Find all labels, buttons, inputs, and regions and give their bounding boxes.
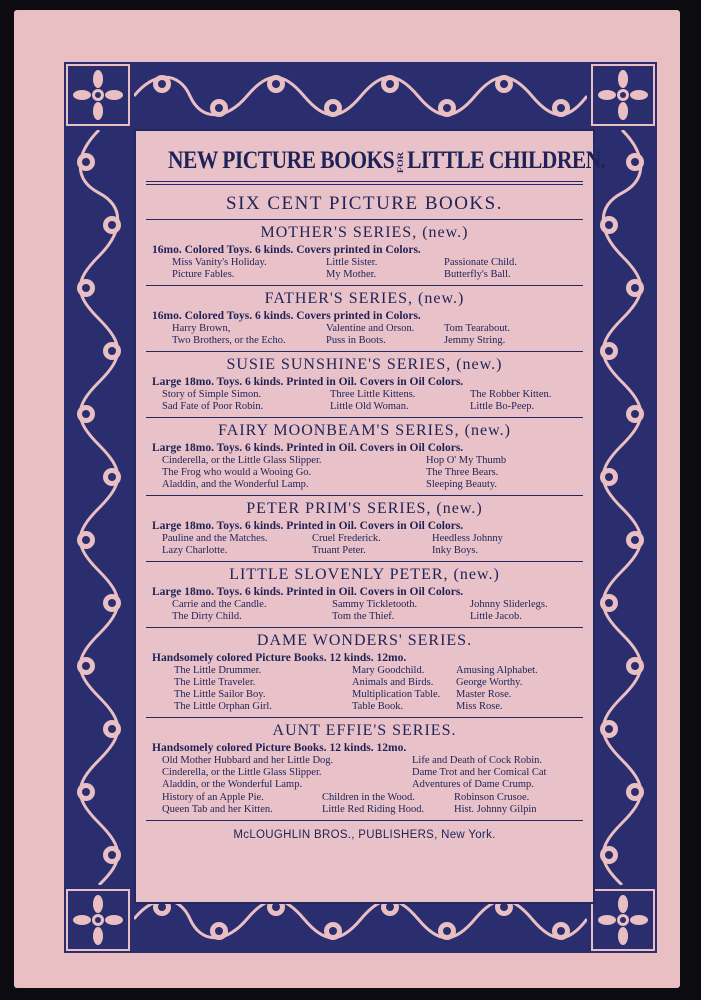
divider	[146, 627, 583, 628]
book-title: The Frog who would a Wooing Go.	[162, 467, 312, 478]
page-subtitle: SIX CENT PICTURE BOOKS.	[226, 193, 503, 214]
book-title: Lazy Charlotte.	[162, 545, 228, 556]
book-title: The Little Drummer.	[174, 665, 262, 676]
book-title: Valentine and Orson.	[326, 323, 415, 334]
series-description: Large 18mo. Toys. 6 kinds. Printed in Oil. Covers in Oil Colors.	[152, 376, 464, 388]
book-title: Inky Boys.	[432, 545, 479, 556]
book-title: Table Book.	[352, 701, 404, 712]
series-section	[146, 224, 583, 281]
book-title: Mary Goodchild.	[352, 665, 425, 676]
double-rule	[146, 181, 583, 185]
book-title: The Dirty Child.	[172, 611, 242, 622]
book-title: The Little Orphan Girl.	[174, 701, 272, 712]
book-title: Butterfly's Ball.	[444, 269, 511, 280]
book-title: Miss Rose.	[456, 701, 503, 712]
book-title: Hop O' My Thumb	[426, 455, 507, 466]
book-title: Aladdin, and the Wonderful Lamp.	[162, 479, 309, 490]
book-title: Amusing Alphabet.	[456, 665, 538, 676]
rosette-corner-icon	[64, 62, 132, 128]
title-list	[162, 455, 583, 491]
book-title: Tom Tearabout.	[444, 323, 510, 334]
divider	[146, 561, 583, 562]
title-for: FOR	[395, 151, 406, 173]
book-title: Story of Simple Simon.	[162, 389, 262, 400]
book-title: Dame Trot and her Comical Cat	[412, 767, 547, 778]
book-title: Hist. Johnny Gilpin	[454, 804, 537, 815]
book-title: Tom the Thief.	[332, 611, 395, 622]
book-title: Puss in Boots.	[326, 335, 386, 346]
book-title: Master Rose.	[456, 689, 512, 700]
floral-border-icon	[68, 130, 130, 885]
book-title: Little Bo-Peep.	[470, 401, 535, 412]
book-title: My Mother.	[326, 269, 377, 280]
book-title: Sleeping Beauty.	[426, 479, 498, 490]
book-title: The Robber Kitten.	[470, 389, 552, 400]
floral-border-icon	[134, 66, 587, 126]
catalog-text-panel	[134, 129, 606, 904]
title-right: LITTLE CHILDREN.	[407, 147, 606, 174]
series-description: 16mo. Colored Toys. 6 kinds. Covers printed in Colors.	[152, 244, 421, 256]
series-section	[146, 566, 583, 623]
book-title: Animals and Birds.	[352, 677, 434, 688]
book-title: Little Old Woman.	[330, 401, 409, 412]
series-heading: DAME WONDERS' SERIES.	[256, 632, 473, 649]
series-description: Large 18mo. Toys. 6 kinds. Printed in Oil. Covers in Oil Colors.	[152, 442, 464, 454]
book-title: Truant Peter.	[312, 545, 366, 556]
series-heading: SUSIE SUNSHINE'S SERIES, (new.)	[226, 356, 503, 373]
title-left: NEW PICTURE BOOKS	[167, 147, 395, 174]
title-list	[172, 599, 583, 623]
book-title: Miss Vanity's Holiday.	[172, 257, 267, 268]
series-heading: FAIRY MOONBEAM'S SERIES, (new.)	[218, 422, 511, 439]
book-title: History of an Apple Pie.	[162, 792, 264, 803]
book-title: The Little Sailor Boy.	[174, 689, 266, 700]
floral-border-icon	[591, 130, 653, 885]
divider	[146, 495, 583, 496]
book-title: Sad Fate of Poor Robin.	[162, 401, 264, 412]
book-title: Carrie and the Candle.	[172, 599, 267, 610]
title-list	[162, 792, 583, 816]
series-heading: PETER PRIM'S SERIES, (new.)	[246, 500, 483, 517]
series-section	[146, 422, 583, 491]
title-list	[162, 533, 583, 557]
book-title: Robinson Crusoe.	[454, 792, 530, 803]
book-title: The Little Traveler.	[174, 677, 256, 688]
book-title: Little Sister.	[326, 257, 378, 268]
book-title: Queen Tab and her Kitten.	[162, 804, 273, 815]
book-title: Picture Fables.	[172, 269, 235, 280]
catalog-page	[14, 10, 680, 988]
divider	[146, 219, 583, 220]
title-list	[172, 323, 583, 347]
divider	[146, 417, 583, 418]
book-title: Old Mother Hubbard and her Little Dog.	[162, 755, 334, 766]
series-section	[146, 290, 583, 347]
book-title: Pauline and the Matches.	[162, 533, 268, 544]
series-heading: LITTLE SLOVENLY PETER, (new.)	[229, 566, 500, 583]
series-heading: AUNT EFFIE'S SERIES.	[272, 722, 457, 739]
book-title: Children in the Wood.	[322, 792, 415, 803]
book-title: Adventures of Dame Crump.	[412, 779, 534, 790]
title-list	[162, 389, 583, 413]
book-title: Multiplication Table.	[352, 689, 441, 700]
rosette-corner-icon	[64, 887, 132, 953]
series-description: Handsomely colored Picture Books. 12 kinds. 12mo.	[152, 652, 407, 664]
book-title: George Worthy.	[456, 677, 523, 688]
rosette-corner-icon	[589, 887, 657, 953]
book-title: Sammy Tickletooth.	[332, 599, 418, 610]
series-description: Large 18mo. Toys. 6 kinds. Printed in Oil. Covers in Oil Colors.	[152, 586, 464, 598]
title-list	[162, 755, 583, 791]
book-title: Johnny Sliderlegs.	[470, 599, 548, 610]
series-section	[146, 722, 583, 816]
series-section	[146, 356, 583, 413]
book-title: The Three Bears.	[426, 467, 499, 478]
publisher-footer: McLOUGHLIN BROS., PUBLISHERS, New York.	[233, 829, 496, 841]
book-title: Harry Brown,	[172, 323, 231, 334]
title-list	[174, 665, 583, 713]
book-title: Cruel Frederick.	[312, 533, 381, 544]
rosette-corner-icon	[589, 62, 657, 128]
divider	[146, 351, 583, 352]
series-section	[146, 632, 583, 713]
book-title: Heedless Johnny	[432, 533, 503, 544]
series-description: Large 18mo. Toys. 6 kinds. Printed in Oil. Covers in Oil Colors.	[152, 520, 464, 532]
book-title: Jemmy String.	[444, 335, 506, 346]
page-title	[167, 147, 606, 175]
title-list	[172, 257, 583, 281]
series-description: Handsomely colored Picture Books. 12 kinds. 12mo.	[152, 742, 407, 754]
book-title: Little Jacob.	[470, 611, 522, 622]
book-title: Aladdin, or the Wonderful Lamp.	[162, 779, 303, 790]
book-title: Passionate Child.	[444, 257, 517, 268]
divider	[146, 285, 583, 286]
series-description: 16mo. Colored Toys. 6 kinds. Covers printed in Colors.	[152, 310, 421, 322]
book-title: Cinderella, or the Little Glass Slipper.	[162, 455, 322, 466]
divider	[146, 820, 583, 821]
series-heading: MOTHER'S SERIES, (new.)	[260, 224, 469, 241]
book-title: Life and Death of Cock Robin.	[412, 755, 543, 766]
book-title: Cinderella, or the Little Glass Slipper.	[162, 767, 322, 778]
book-title: Little Red Riding Hood.	[322, 804, 425, 815]
book-title: Two Brothers, or the Echo.	[172, 335, 286, 346]
series-heading: FATHER'S SERIES, (new.)	[264, 290, 465, 307]
book-title: Three Little Kittens.	[330, 389, 416, 400]
series-section	[146, 500, 583, 557]
divider	[146, 717, 583, 718]
